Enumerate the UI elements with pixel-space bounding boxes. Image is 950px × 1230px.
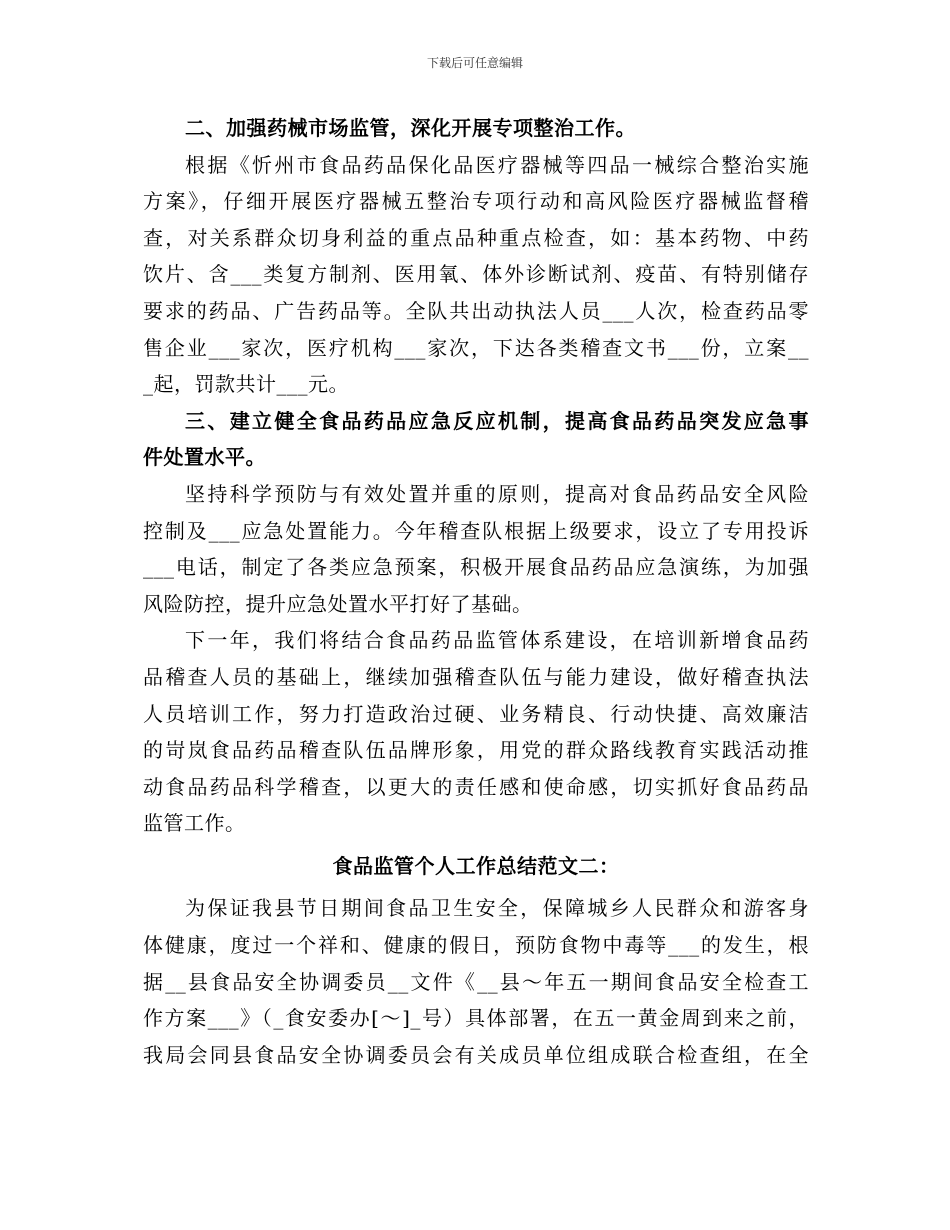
paragraph-line: 我局会同县食品安全协调委员会有关成员单位组成联合检查组，在全: [143, 1042, 809, 1067]
paragraph-line: 方案》，仔细开展医疗器械五整治专项行动和高风险医疗器械监督稽: [143, 189, 809, 214]
document-body: [143, 110, 809, 1073]
paragraph-line: 监管工作。: [143, 811, 246, 836]
paragraph-line: 要求的药品、广告药品等。全队共出动执法人员___人次，检查药品零: [143, 298, 809, 323]
paragraph-line: 控制及___应急处置能力。今年稽查队根据上级要求，设立了专用投诉: [143, 518, 809, 543]
paragraph-line: 据__县食品安全协调委员__文件《__县～年五一期间食品安全检查工: [143, 969, 809, 994]
paragraph-line: 风险防控，提升应急处置水平打好了基础。: [143, 591, 533, 616]
paragraph-line: 售企业___家次，医疗机构___家次，下达各类稽查文书___份，立案__: [143, 335, 809, 360]
paragraph-line: 坚持科学预防与有效处置并重的原则，提高对食品药品安全风险: [185, 481, 809, 506]
section-heading: 三、建立健全食品药品应急反应机制，提高食品药品突发应急事: [185, 408, 809, 433]
paragraph-line: 作方案___》（_食安委办[～]_号）具体部署，在五一黄金周到来之前，: [143, 1006, 809, 1031]
paragraph-line: 体健康，度过一个祥和、健康的假日，预防食物中毒等___的发生，根: [143, 933, 809, 958]
paragraph-line: 下一年，我们将结合食品药品监管体系建设，在培训新增食品药: [185, 628, 809, 653]
section-heading: 件处置水平。: [143, 445, 266, 470]
paragraph-line: 饮片、含___类复方制剂、医用氧、体外诊断试剂、疫苗、有特别储存: [143, 262, 809, 287]
paragraph-line: ___电话，制定了各类应急预案，积极开展食品药品应急演练，为加强: [143, 555, 809, 580]
paragraph-line: 人员培训工作，努力打造政治过硬、业务精良、行动快捷、高效廉洁: [143, 701, 809, 726]
paragraph-line: 的岢岚食品药品稽查队伍品牌形象，用党的群众路线教育实践活动推: [143, 738, 809, 763]
paragraph-line: 根据《忻州市食品药品保化品医疗器械等四品一械综合整治实施: [185, 152, 809, 177]
paragraph-line: 品稽查人员的基础上，继续加强稽查队伍与能力建设，做好稽查执法: [143, 664, 809, 689]
paragraph-line: 查，对关系群众切身利益的重点品种重点检查，如：基本药物、中药: [143, 225, 809, 250]
paragraph-line: 为保证我县节日期间食品卫生安全，保障城乡人民群众和游客身: [185, 896, 809, 921]
article-title: 食品监管个人工作总结范文二：: [332, 853, 620, 878]
page-header-note: 下载后可任意编辑: [426, 56, 523, 70]
section-heading: 二、加强药械市场监管，深化开展专项整治工作。: [185, 116, 636, 140]
paragraph-line: 动食品药品科学稽查，以更大的责任感和使命感，切实抓好食品药品: [143, 774, 809, 799]
paragraph-line: _起，罚款共计___元。: [143, 372, 349, 397]
